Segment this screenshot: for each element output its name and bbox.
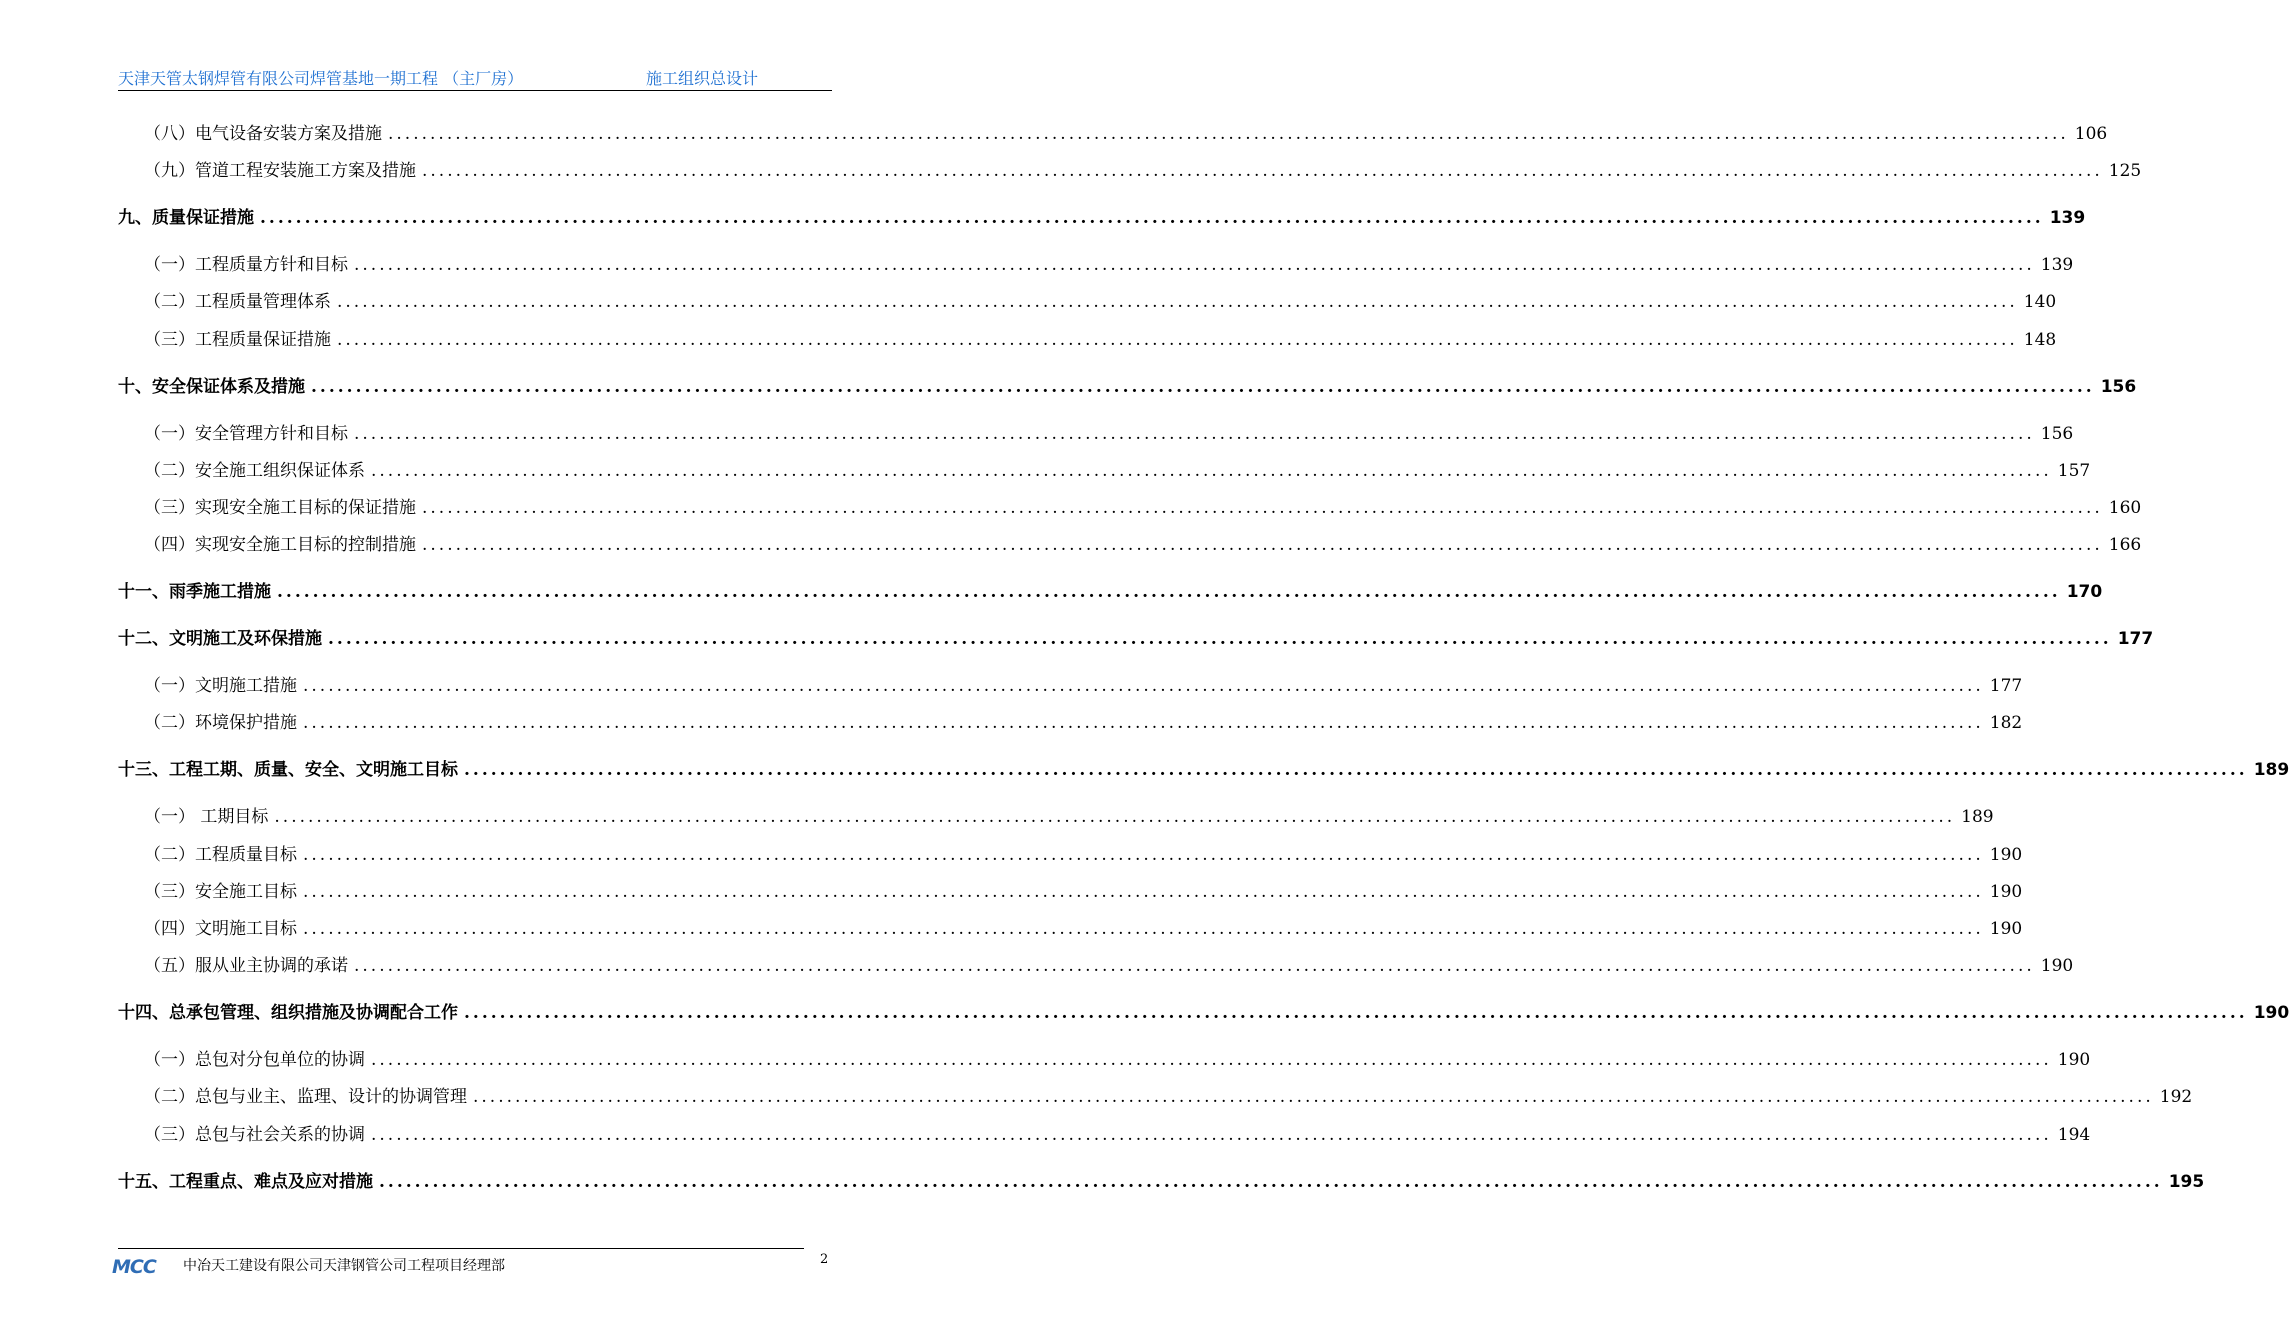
toc-dot-leader: ........................................................................................................................................................................................................	[311, 377, 2095, 397]
toc-entry[interactable]	[144, 802, 1994, 827]
toc-entry[interactable]	[144, 119, 2108, 144]
toc-entry-page: 190	[1989, 845, 2023, 865]
header-project-title: 天津天管太钢焊管有限公司焊管基地一期工程 （主厂房）	[118, 69, 524, 88]
toc-entry[interactable]	[118, 998, 2289, 1023]
toc-entry[interactable]	[118, 624, 2154, 649]
toc-dot-leader: ........................................................................................................................................................................................................	[371, 1125, 2052, 1145]
toc-entry[interactable]	[144, 708, 2023, 733]
toc-entry[interactable]	[144, 530, 2142, 555]
toc-entry-title: 九、质量保证措施	[118, 208, 254, 228]
toc-entry-page: 192	[2159, 1087, 2193, 1107]
toc-entry-title: 十三、工程工期、质量、安全、文明施工目标	[118, 760, 458, 780]
toc-dot-leader: ........................................................................................................................................................................................................	[274, 807, 1956, 827]
toc-entry[interactable]	[144, 1082, 2193, 1107]
toc-entry-title: （八）电气设备安装方案及措施	[144, 124, 382, 144]
toc-entry-title: （四）文明施工目标	[144, 919, 297, 939]
toc-dot-leader: ........................................................................................................................................................................................................	[303, 676, 1984, 696]
toc-dot-leader: ........................................................................................................................................................................................................	[464, 760, 2248, 780]
toc-dot-leader: ........................................................................................................................................................................................................	[337, 292, 2018, 312]
toc-entry-title: （三）工程质量保证措施	[144, 330, 331, 350]
footer-divider	[118, 1248, 804, 1249]
toc-entry-title: 十、安全保证体系及措施	[118, 377, 305, 397]
toc-dot-leader: ........................................................................................................................................................................................................	[303, 919, 1984, 939]
toc-entry-title: （一）总包对分包单位的协调	[144, 1050, 365, 1070]
toc-dot-leader: ........................................................................................................................................................................................................	[422, 535, 2103, 555]
toc-dot-leader: ........................................................................................................................................................................................................	[464, 1003, 2248, 1023]
toc-dot-leader: ........................................................................................................................................................................................................	[422, 161, 2103, 181]
toc-entry[interactable]	[144, 951, 2074, 976]
toc-entry[interactable]	[144, 325, 2057, 350]
toc-dot-leader: ........................................................................................................................................................................................................	[303, 882, 1984, 902]
toc-entry-page: 182	[1989, 713, 2023, 733]
toc-dot-leader: ........................................................................................................................................................................................................	[371, 1050, 2052, 1070]
toc-entry-title: （三）实现安全施工目标的保证措施	[144, 498, 416, 518]
toc-entry-title: （一）文明施工措施	[144, 676, 297, 696]
toc-dot-leader: ........................................................................................................................................................................................................	[303, 845, 1984, 865]
toc-entry[interactable]	[144, 456, 2091, 481]
toc-entry[interactable]	[118, 1167, 2205, 1192]
toc-entry-page: 195	[2168, 1172, 2205, 1192]
toc-entry-page: 189	[2253, 760, 2289, 780]
toc-entry-page: 170	[2066, 582, 2103, 602]
toc-entry-page: 177	[1989, 676, 2023, 696]
toc-entry-page: 139	[2040, 255, 2074, 275]
toc-entry[interactable]	[118, 577, 2103, 602]
toc-entry[interactable]	[118, 372, 2137, 397]
toc-entry-title: （一）工程质量方针和目标	[144, 255, 348, 275]
header-document-title: 施工组织总设计	[646, 69, 759, 88]
toc-entry-title: 十一、雨季施工措施	[118, 582, 271, 602]
toc-entry-page: 177	[2117, 629, 2154, 649]
toc-entry-title: （一）安全管理方针和目标	[144, 424, 348, 444]
toc-entry[interactable]	[144, 914, 2023, 939]
toc-entry[interactable]	[144, 840, 2023, 865]
toc-entry-page: 189	[1961, 807, 1994, 827]
toc-dot-leader: ........................................................................................................................................................................................................	[260, 208, 2044, 228]
toc-dot-leader: ........................................................................................................................................................................................................	[354, 956, 2035, 976]
toc-entry[interactable]	[144, 493, 2142, 518]
toc-dot-leader: ........................................................................................................................................................................................................	[337, 330, 2018, 350]
toc-entry[interactable]	[144, 671, 2023, 696]
toc-entry-page: 160	[2108, 498, 2142, 518]
toc-entry[interactable]	[144, 156, 2142, 181]
toc-entry[interactable]	[144, 287, 2057, 312]
toc-dot-leader: ........................................................................................................................................................................................................	[388, 124, 2069, 144]
toc-entry-page: 190	[1989, 882, 2023, 902]
toc-entry-title: （二）工程质量管理体系	[144, 292, 331, 312]
toc-entry-page: 190	[1989, 919, 2023, 939]
toc-entry-title: （五）服从业主协调的承诺	[144, 956, 348, 976]
toc-entry-page: 157	[2057, 461, 2091, 481]
toc-entry-title: 十二、文明施工及环保措施	[118, 629, 322, 649]
toc-entry[interactable]	[144, 1045, 2091, 1070]
toc-entry-title: （二）环境保护措施	[144, 713, 297, 733]
toc-entry-title: 十五、工程重点、难点及应对措施	[118, 1172, 373, 1192]
toc-entry-title: （九）管道工程安装施工方案及措施	[144, 161, 416, 181]
toc-entry[interactable]	[118, 203, 2086, 228]
page-number: 2	[820, 1252, 829, 1267]
toc-dot-leader: ........................................................................................................................................................................................................	[379, 1172, 2163, 1192]
toc-entry-title: （三）安全施工目标	[144, 882, 297, 902]
toc-entry-title: （三）总包与社会关系的协调	[144, 1125, 365, 1145]
toc-entry-title: （二）工程质量目标	[144, 845, 297, 865]
toc-entry[interactable]	[144, 250, 2074, 275]
toc-entry-page: 190	[2040, 956, 2074, 976]
toc-dot-leader: ........................................................................................................................................................................................................	[328, 629, 2112, 649]
toc-entry-title: （四）实现安全施工目标的控制措施	[144, 535, 416, 555]
toc-entry[interactable]	[118, 755, 2289, 780]
toc-entry-page: 139	[2049, 208, 2086, 228]
toc-entry-title: （一） 工期目标	[144, 807, 269, 827]
toc-entry-page: 166	[2108, 535, 2142, 555]
toc-entry-page: 194	[2057, 1125, 2091, 1145]
toc-dot-leader: ........................................................................................................................................................................................................	[277, 582, 2061, 602]
toc-dot-leader: ........................................................................................................................................................................................................	[354, 424, 2035, 444]
toc-dot-leader: ........................................................................................................................................................................................................	[473, 1087, 2154, 1107]
toc-entry-page: 106	[2074, 124, 2108, 144]
toc-dot-leader: ........................................................................................................................................................................................................	[422, 498, 2103, 518]
page-header	[118, 66, 832, 91]
toc-entry-title: 十四、总承包管理、组织措施及协调配合工作	[118, 1003, 458, 1023]
toc-entry-page: 148	[2023, 330, 2057, 350]
toc-entry-page: 190	[2057, 1050, 2091, 1070]
toc-entry[interactable]	[144, 419, 2074, 444]
toc-dot-leader: ........................................................................................................................................................................................................	[354, 255, 2035, 275]
mcc-logo: MCC	[112, 1256, 156, 1278]
toc-entry-title: （二）总包与业主、监理、设计的协调管理	[144, 1087, 467, 1107]
toc-entry-page: 190	[2253, 1003, 2289, 1023]
toc-entry-page: 156	[2040, 424, 2074, 444]
toc-dot-leader: ........................................................................................................................................................................................................	[303, 713, 1984, 733]
toc-entry-page: 156	[2100, 377, 2137, 397]
toc-dot-leader: ........................................................................................................................................................................................................	[371, 461, 2052, 481]
toc-entry[interactable]	[144, 877, 2023, 902]
toc-entry-page: 125	[2108, 161, 2142, 181]
toc-entry[interactable]	[144, 1120, 2091, 1145]
footer-company: 中冶天工建设有限公司天津钢管公司工程项目经理部	[183, 1258, 505, 1274]
toc-entry-title: （二）安全施工组织保证体系	[144, 461, 365, 481]
toc-entry-page: 140	[2023, 292, 2057, 312]
